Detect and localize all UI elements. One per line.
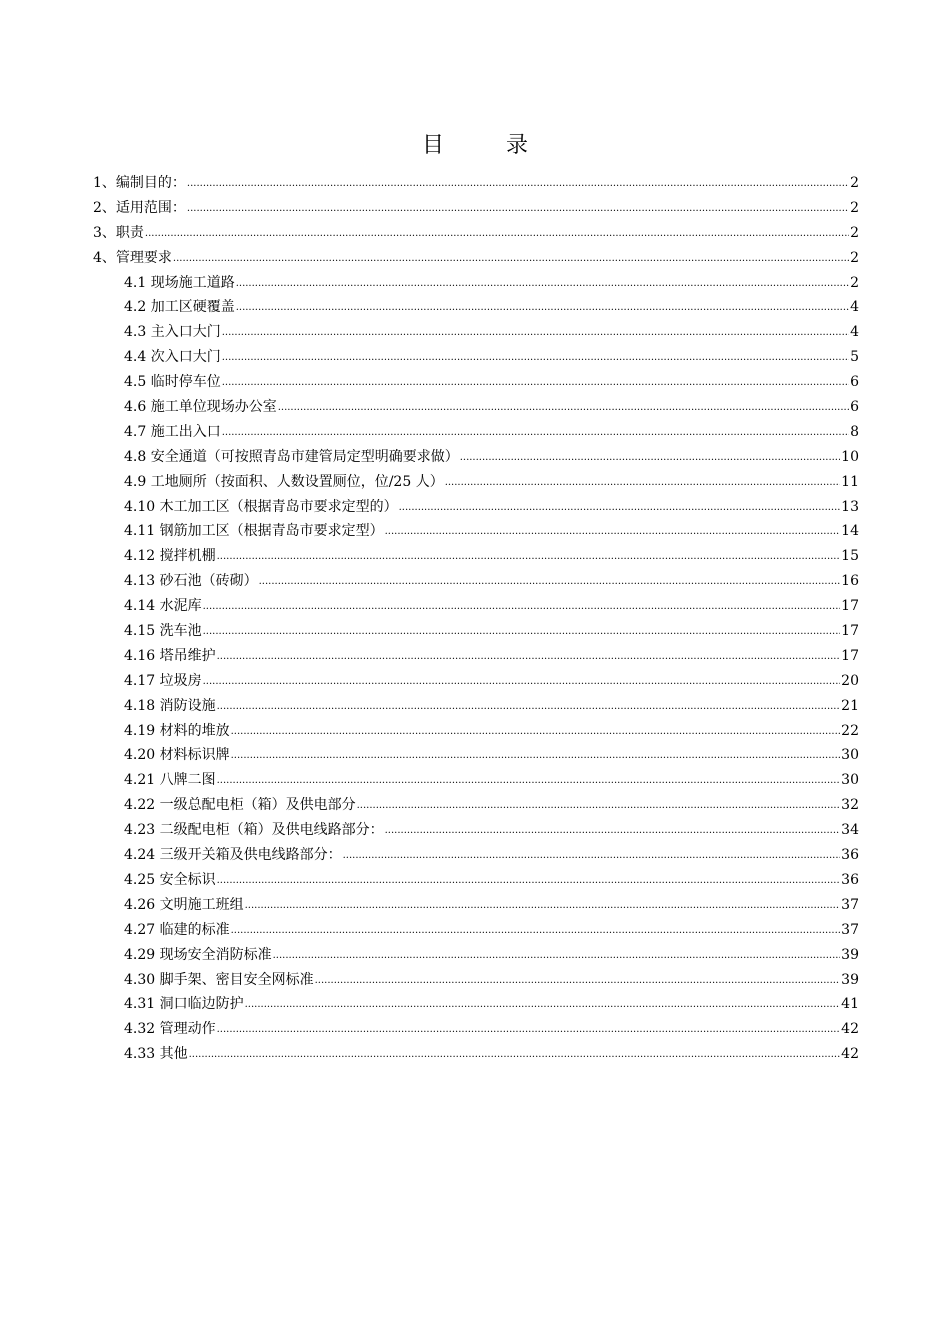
- toc-entry[interactable]: [93, 843, 859, 868]
- toc-entry-label: 4.33 其他: [124, 1046, 188, 1063]
- toc-dot-leader: [445, 471, 840, 496]
- toc-entry-label: 4.31 洞口临边防护: [124, 996, 244, 1013]
- toc-dot-leader: [187, 172, 849, 197]
- toc-entry[interactable]: [93, 271, 859, 296]
- toc-entry-page-number: 4: [850, 324, 859, 341]
- toc-entry-page-number: 14: [841, 523, 859, 540]
- toc-dot-leader: [231, 919, 841, 944]
- toc-entry-page-number: 17: [841, 647, 859, 664]
- toc-dot-leader: [173, 247, 849, 272]
- toc-entry-label: 4.7 施工出入口: [124, 423, 221, 440]
- toc-dot-leader: [385, 819, 841, 844]
- toc-dot-leader: [217, 695, 841, 720]
- toc-entry-label: 4.32 管理动作: [124, 1021, 216, 1038]
- toc-entry[interactable]: [93, 569, 859, 594]
- toc-entry[interactable]: [93, 171, 859, 196]
- toc-entry[interactable]: [93, 445, 859, 470]
- toc-entry-label: 4.21 八牌二图: [124, 772, 216, 789]
- toc-entry-page-number: 21: [841, 697, 859, 714]
- toc-entry-page-number: 32: [841, 797, 859, 814]
- toc-entry[interactable]: [93, 893, 859, 918]
- toc-entry-page-number: 30: [841, 747, 859, 764]
- toc-entry[interactable]: [93, 544, 859, 569]
- toc-entry[interactable]: [93, 221, 859, 246]
- toc-entry[interactable]: [93, 320, 859, 345]
- toc-entry-page-number: 22: [841, 722, 859, 739]
- toc-entry-page-number: 39: [841, 971, 859, 988]
- toc-entry-page-number: 15: [841, 548, 859, 565]
- toc-dot-leader: [399, 496, 841, 521]
- toc-dot-leader: [357, 794, 841, 819]
- toc-entry-page-number: 6: [850, 374, 859, 391]
- toc-entry[interactable]: [93, 619, 859, 644]
- toc-entry[interactable]: [93, 1042, 859, 1067]
- toc-entry-label: 4.8 安全通道（可按照青岛市建管局定型明确要求做）: [124, 448, 459, 465]
- toc-entry-page-number: 10: [841, 448, 859, 465]
- toc-entry-label: 2、适用范围：: [93, 199, 186, 216]
- toc-entry-page-number: 42: [841, 1046, 859, 1063]
- toc-entry-label: 4.5 临时停车位: [124, 374, 221, 391]
- toc-dot-leader: [217, 869, 841, 894]
- toc-entry-label: 4.9 工地厕所（按面积、人数设置厕位，位/25 人）: [124, 473, 444, 490]
- toc-entry[interactable]: [93, 943, 859, 968]
- toc-entry-page-number: 37: [841, 921, 859, 938]
- toc-dot-leader: [217, 769, 841, 794]
- toc-entry-page-number: 17: [841, 598, 859, 615]
- toc-entry-label: 4.16 塔吊维护: [124, 647, 216, 664]
- toc-entry-label: 4.2 加工区硬覆盖: [124, 299, 235, 316]
- toc-entry-label: 4.17 垃圾房: [124, 672, 202, 689]
- toc-dot-leader: [217, 1018, 841, 1043]
- toc-entry[interactable]: [93, 968, 859, 993]
- toc-entry-page-number: 6: [850, 399, 859, 416]
- toc-entry[interactable]: [93, 420, 859, 445]
- toc-entry[interactable]: [93, 694, 859, 719]
- toc-dot-leader: [385, 520, 841, 545]
- toc-entry[interactable]: [93, 594, 859, 619]
- toc-dot-leader: [203, 620, 841, 645]
- toc-entry[interactable]: [93, 295, 859, 320]
- toc-entry[interactable]: [93, 743, 859, 768]
- toc-dot-leader: [203, 670, 841, 695]
- toc-entry[interactable]: [93, 345, 859, 370]
- toc-entry-label: 4.19 材料的堆放: [124, 722, 230, 739]
- toc-dot-leader: [222, 421, 849, 446]
- toc-entry-page-number: 5: [850, 349, 859, 366]
- toc-dot-leader: [203, 595, 841, 620]
- toc-list: [93, 171, 859, 1067]
- toc-entry-label: 4.22 一级总配电柜（箱）及供电部分: [124, 797, 356, 814]
- toc-entry-page-number: 16: [841, 573, 859, 590]
- toc-entry-page-number: 20: [841, 672, 859, 689]
- toc-dot-leader: [187, 197, 849, 222]
- toc-dot-leader: [236, 272, 849, 297]
- toc-entry-page-number: 36: [841, 847, 859, 864]
- toc-entry-label: 4.13 砂石池（砖砌）: [124, 573, 258, 590]
- toc-entry-label: 4.18 消防设施: [124, 697, 216, 714]
- toc-entry[interactable]: [93, 470, 859, 495]
- toc-dot-leader: [231, 744, 841, 769]
- toc-dot-leader: [217, 545, 841, 570]
- toc-dot-leader: [189, 1043, 841, 1068]
- toc-entry-page-number: 41: [841, 996, 859, 1013]
- toc-entry-label: 4.12 搅拌机棚: [124, 548, 216, 565]
- toc-dot-leader: [343, 844, 841, 869]
- toc-dot-leader: [315, 969, 841, 994]
- toc-entry[interactable]: [93, 768, 859, 793]
- toc-entry-page-number: 2: [850, 274, 859, 291]
- toc-entry-label: 4.1 现场施工道路: [124, 274, 235, 291]
- toc-entry[interactable]: [93, 370, 859, 395]
- toc-entry-page-number: 8: [850, 423, 859, 440]
- toc-entry-label: 4.24 三级开关箱及供电线路部分：: [124, 847, 342, 864]
- toc-entry[interactable]: [93, 196, 859, 221]
- toc-entry-page-number: 4: [850, 299, 859, 316]
- toc-dot-leader: [245, 993, 841, 1018]
- toc-dot-leader: [231, 720, 841, 745]
- toc-dot-leader: [222, 321, 849, 346]
- toc-entry[interactable]: [93, 818, 859, 843]
- toc-entry-label: 4.20 材料标识牌: [124, 747, 230, 764]
- toc-entry-page-number: 36: [841, 871, 859, 888]
- toc-entry-label: 4.30 脚手架、密目安全网标准: [124, 971, 314, 988]
- toc-entry-label: 4.29 现场安全消防标准: [124, 946, 272, 963]
- toc-entry-label: 4.26 文明施工班组: [124, 896, 244, 913]
- toc-entry-page-number: 2: [850, 249, 859, 266]
- toc-entry-label: 4.15 洗车池: [124, 623, 202, 640]
- toc-entry-page-number: 30: [841, 772, 859, 789]
- toc-entry-label: 4、管理要求: [93, 249, 172, 266]
- toc-entry[interactable]: [93, 918, 859, 943]
- toc-entry[interactable]: [93, 719, 859, 744]
- toc-entry-page-number: 2: [850, 199, 859, 216]
- toc-entry-page-number: 17: [841, 623, 859, 640]
- toc-entry-label: 4.3 主入口大门: [124, 324, 221, 341]
- toc-entry-label: 3、职责: [93, 224, 144, 241]
- toc-entry[interactable]: [93, 992, 859, 1017]
- toc-entry-page-number: 2: [850, 224, 859, 241]
- toc-entry-page-number: 34: [841, 822, 859, 839]
- toc-dot-leader: [259, 570, 841, 595]
- toc-entry[interactable]: [93, 793, 859, 818]
- toc-dot-leader: [145, 222, 849, 247]
- toc-entry-label: 4.14 水泥库: [124, 598, 202, 615]
- toc-entry-page-number: 42: [841, 1021, 859, 1038]
- toc-entry-label: 4.11 钢筋加工区（根据青岛市要求定型）: [124, 523, 384, 540]
- toc-dot-leader: [460, 446, 840, 471]
- toc-dot-leader: [245, 894, 841, 919]
- toc-entry-label: 4.27 临建的标准: [124, 921, 230, 938]
- toc-dot-leader: [278, 396, 849, 421]
- toc-entry[interactable]: [93, 495, 859, 520]
- toc-entry[interactable]: [93, 1017, 859, 1042]
- toc-dot-leader: [222, 371, 849, 396]
- toc-entry-label: 4.6 施工单位现场办公室: [124, 399, 277, 416]
- toc-dot-leader: [236, 296, 849, 321]
- toc-entry[interactable]: [93, 868, 859, 893]
- toc-entry-label: 4.25 安全标识: [124, 871, 216, 888]
- toc-entry[interactable]: [93, 644, 859, 669]
- toc-entry-page-number: 11: [841, 473, 859, 490]
- toc-dot-leader: [222, 346, 849, 371]
- toc-title: 目 录: [421, 133, 548, 158]
- toc-entry-page-number: 13: [841, 498, 859, 515]
- toc-entry-page-number: 2: [850, 175, 859, 191]
- toc-dot-leader: [217, 645, 841, 670]
- toc-entry-label: 4.10 木工加工区（根据青岛市要求定型的）: [124, 498, 398, 515]
- toc-entry[interactable]: [93, 246, 859, 271]
- toc-entry[interactable]: [93, 519, 859, 544]
- toc-entry[interactable]: [93, 395, 859, 420]
- toc-entry-label: 4.23 二级配电柜（箱）及供电线路部分：: [124, 822, 384, 839]
- toc-entry-page-number: 37: [841, 896, 859, 913]
- toc-entry-label: 4.4 次入口大门: [124, 349, 221, 366]
- toc-entry-label: 1、编制目的：: [93, 175, 186, 191]
- toc-dot-leader: [273, 944, 841, 969]
- toc-entry[interactable]: [93, 669, 859, 694]
- toc-entry-page-number: 39: [841, 946, 859, 963]
